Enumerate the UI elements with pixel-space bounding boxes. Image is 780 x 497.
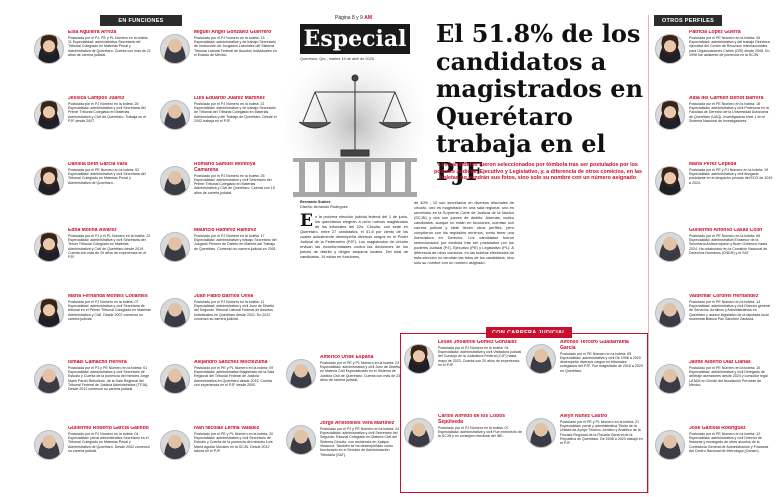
profile-details: Postulado por el PJ Número en la boleta: 04 Especialidad: penal administrativa Secretario en el Tribunal Colegiado en Materias Penal y Administrativa de Querétaro. Desde 2002 comenzó su carrera judicial. xyxy=(68,431,150,453)
profile-details: Postulado por el PJ y PE Número en la boleta: 24 Especialidad: administrativa y civil Secretario del Segundo Tribunal Colegiado en Materia Civil del Sistema Circuito, con residencia en Xalapa, Veracruz. También se ha desempeñado como funcionario en el Servicio de Administración Tributaria (SAT). xyxy=(320,426,400,457)
body-column-2 xyxy=(414,200,514,320)
profile-name: Jessica Campos Juárez xyxy=(68,96,125,101)
profile-name: Leslie Jhoannie Gómez González xyxy=(438,340,517,345)
profile-photo xyxy=(160,232,190,262)
profile-photo xyxy=(34,364,64,394)
profile-name: Alfonso Tercero Guadarrama García xyxy=(560,340,629,351)
profile-name: María Pérez Cepeda xyxy=(689,162,737,167)
profile-name: Alejandro Sánchez Moctezuma xyxy=(194,360,268,365)
profile-card xyxy=(34,96,152,154)
profile-card xyxy=(526,414,644,472)
profile-card xyxy=(160,426,278,484)
profile-info xyxy=(320,355,404,413)
profile-name: Valdemar Coronel Hernández xyxy=(689,294,759,299)
profile-photo xyxy=(655,430,685,460)
profile-card xyxy=(526,340,644,398)
profile-info xyxy=(689,30,773,88)
profile-card xyxy=(655,96,773,154)
profile-photo xyxy=(34,166,64,196)
profile-details: Postulado por el PJ Número en la boleta: 07 Especialidad: administrativa y civil Fue exministro de la SCJN y ex consejero electoral del INE. xyxy=(438,425,522,439)
profile-name: Edna Molina Álvarez xyxy=(68,228,117,233)
profile-info xyxy=(194,426,278,484)
profile-info xyxy=(689,360,773,418)
profile-card xyxy=(34,30,152,88)
profile-photo xyxy=(655,232,685,262)
page-number: Página 8 y 9 xyxy=(335,15,363,21)
profile-details: Postulado por el PE y PL Número en la boleta: 23 Especialidad: administrativa y civil Juez de Distrito en Materia Civil Especializado en el Sistema de Justicia Civil de Querétaro. Cuenta con más de 23 años de carrera judicial. xyxy=(320,360,401,382)
profile-details: Postulada por el PE y PJ Número en la boleta: 19 Especialidad: administrativa y civil Abogada postulante en el despacho privado del ECO de 2019 a 2024. xyxy=(689,167,773,185)
profile-info xyxy=(194,228,278,286)
profile-card xyxy=(34,228,152,286)
profile-photo xyxy=(34,298,64,328)
profile-info xyxy=(68,96,152,154)
profile-info xyxy=(689,426,773,484)
profile-details: Postulada por el PE Número en la boleta: 02 Especialidad: administrativa y civil Secretaria del Tribunal Colegiado en Materias Penal y Administrativa de Querétaro. xyxy=(68,167,146,185)
profile-photo xyxy=(655,166,685,196)
profile-name: Américo Uribe España xyxy=(320,355,374,360)
profile-photo xyxy=(160,166,190,196)
section-label: EN FUNCIONES xyxy=(118,17,164,24)
byline xyxy=(300,200,348,210)
profile-info xyxy=(689,96,773,154)
profile-photo xyxy=(34,34,64,64)
profile-name: Juan Pablo Barrios Oliva xyxy=(194,294,254,299)
profile-name: Daniela Beth García Vara xyxy=(68,162,128,167)
profile-info xyxy=(194,294,278,352)
profile-info xyxy=(68,426,152,484)
paper-label xyxy=(335,15,372,21)
profile-details: Postulado por el PJ Número en la boleta: 13 Especialidad: administrativa y de trabajo Secretario de Instrucción de Juzgados Laborales del Sistema Tribunal Laboral Federal de Asuntos Individuales en el Estado de México. xyxy=(194,35,277,57)
deck: Los candidatos fueron seleccionados por tómbola tras ser postulados por los poderes Judicial, Ejecutivo y Legislativo, y, a diferencia de otros comicios, en las boletas no vendrán sus fotos, sino solo su nombre con un número asignado xyxy=(433,162,643,182)
profile-info xyxy=(68,30,152,88)
profile-photo xyxy=(160,298,190,328)
profile-name: Romario Samuel Montoya Camarena xyxy=(194,162,256,173)
especial-banner: Especial xyxy=(300,24,410,54)
profile-name: Guillermo Roberto García Galindo xyxy=(68,426,149,431)
profile-card xyxy=(34,360,152,418)
section-header-en-funciones xyxy=(100,15,182,26)
profile-info xyxy=(68,360,152,418)
body-column-1 xyxy=(300,211,408,324)
profile-card xyxy=(34,294,152,352)
profile-photo xyxy=(404,418,434,448)
profile-photo xyxy=(655,100,685,130)
profile-details: Postulada por el PJ Número en la boleta: 26 Especialidad: administrativa y civil Secretaria del Primer Tribunal Colegiado en Materias Administrativa y Civil de Querétaro. Trabaja en el PJF desde 2007. xyxy=(68,101,147,123)
profile-card xyxy=(655,426,773,484)
profile-photo xyxy=(34,232,64,262)
profile-name: Jaime Alberto Díaz Llanas xyxy=(689,360,751,365)
profile-details: Postulado por el PE Número en la boleta: 14 Especialidad: administrativa y civil Director general de Servicios Jurídicos y Administrativos en Querétaro y asesor legislativo de la diputada local morenista Blanca Paz Sánchez Zarazúa. xyxy=(689,299,770,321)
profile-details: Postulada por el PJ Número en la boleta: 07 Especialidad: administrativa y civil Secretaria de tribunal en el Primer Tribunal Colegiado en Materias Administrativa y Civil. Desde 2007 comenzó su carrera judicial. xyxy=(68,299,151,321)
body-text-1: n la próxima elección judicial federal del 1 de junio, los queretanos elegirán a ocho nuevos magistrados de los tribunales del 22o. Circuito, con sede en Querétaro, entre 27 candidatos, el 51.8 por ciento de los cuales actualmente desempeña diversos cargos en el Poder Judicial de la Federación (PJF). Los magistrados de circuito revisan las inconformidades contra las decisiones de los jueces de distrito y dirigen amparos locales. Del total de candidatos, 14 están en funciones, xyxy=(300,214,408,259)
profile-name: Jorge Aristóteles Vera Martínez xyxy=(320,421,395,426)
profile-details: Postulada por el PJ y PE Número en la boleta: 01 Especialidad: administrativa y civil Secretario de Estudio y Cuenta de la ponencia del ministro Jorge Mario Pardo Rebolledo, de la Sala Regional del Tribunal Federal de Justicia Administrativa (TFJA). Desde 2012 comenzó su carrera judicial. xyxy=(68,365,150,392)
profile-photo xyxy=(160,100,190,130)
profile-details: Postulado por el PE Número en la boleta: 05 Especialidad: administrativa y civil De 1998 a 2020 desempeñó diversos cargos en tribunales colegiados del PJF. Fue magistrado de 2016 a 2020 en Querétaro. xyxy=(560,351,643,373)
profile-card xyxy=(404,414,522,472)
profile-name: Miguel Ángel González Guerrero xyxy=(194,30,272,35)
profile-info xyxy=(194,30,278,88)
profile-card xyxy=(160,360,278,418)
profile-card xyxy=(404,340,522,398)
profile-name: Patricia López Guerra xyxy=(689,30,741,35)
justice-scale-illustration xyxy=(285,62,425,202)
profile-info xyxy=(68,228,152,286)
profile-photo xyxy=(526,344,556,374)
profile-details: Postulada por el PJ Número en la boleta: 04 Especialidad: administrativa y civil Visitadora judicial del Consejo de la Judicatura Federal (CJF) hasta mayo de 2023. Cuenta con 20 años de experiencia en el PJF. xyxy=(438,345,522,367)
profile-card xyxy=(160,30,278,88)
profile-details: Postulado por el PE y PL Número en la boleta: 09 Especialidad: administrativa Magistrado de la Sala Regional del Tribunal Federal de Justicia Administrativa en Querétaro desde 2015. Cuenta con experiencia en el PJF desde 2000. xyxy=(194,365,275,387)
body-text-2: de 40% ; 10 son secretarios en diversos tribunales de circuito, uno es magistrado en una sala regional, uno es secretario en la Suprema Corte de Justicia de la Nación (SCJN) y dos son jueces de distrito. Además, cuatro candidatos, aunque no están en funciones, cuentan con carrera judicial y siete tienen otros perfiles, pero cumplieron con los requisitos mínimos, como tener una licenciatura en Derecho. Los candidatos fueron seleccionados por tómbola tras ser postulados por los poderes Judicial (PJ), Ejecutivo (PE) y Legislativo (PL). A diferencia de otros comicios, en las boletas electorales de esta elección no vendrán las fotos de los candidatos, sino solo su nombre con un número asignado. xyxy=(414,200,514,265)
profile-info xyxy=(194,360,278,418)
profile-photo xyxy=(160,364,190,394)
profile-info xyxy=(194,162,278,220)
profile-name: Carlos Alfredo de los Cobos Sepúlveda xyxy=(438,414,506,425)
profile-details: Postulado por el PE y PL Número en la boleta: 21 Especialidad: penal y administrativa Titular de la Unidad de Apoyo Técnico Jurídico y Analítico de la Fiscalía Regional de la Fiscalía General de la República de Querétaro. De 2008 a 2023 trabajó en el PJF. xyxy=(560,419,643,446)
profile-card xyxy=(34,162,152,220)
profile-details: Postulado por el PE Número en la boleta: 12 Especialidad: administrativa y civil Director de finanzas y encargado de otras asuntos de la Contraloría General de Administración y Finanzas del Centro Nacional de Metrología (Cenam). xyxy=(689,431,769,453)
profile-details: Postulado por el PJ Número en la boleta: 25 Especialidad: administrativa y civil Secretario del Primer Tribunal Colegiado en Materias Administrativa y Civil de Querétaro. Cuenta con 15 años de carrera judicial. xyxy=(194,173,275,195)
profile-details: Postulado por el PE Número en la boleta: 08 Especialidad: administrativa Exasesor de la Secretaría Anticorrupción y Buen Gobierno hasta 2024. Ha colaborado en la Comisión Nacional de Derechos Humanos (CNDH) y el SAT. xyxy=(689,233,768,255)
profile-photo xyxy=(655,298,685,328)
profile-photo xyxy=(286,359,316,389)
byline-design: Diseño: Armando Rodríguez xyxy=(300,204,348,209)
profile-photo xyxy=(34,100,64,130)
profile-info xyxy=(438,340,522,398)
profile-info xyxy=(689,228,773,286)
profile-photo xyxy=(34,430,64,460)
profile-details: Postulado por el PE y PL Número en la boleta: 20 Especialidad: administrativa y civil Secretario de Estudio y Cuenta de la ponencia del ministro Luis María Aguilar Morales en la SCJN. Desde 2012 labora en el PJF. xyxy=(194,431,274,453)
paper-brand: AM xyxy=(364,15,372,21)
profile-name: Iván Nicolás Lerma Valadez xyxy=(194,426,260,431)
profile-details: Postulada por el PJ y el PL Número en la boleta: 22 Especialidad: administrativa y civil Secretaria del Tercer Tribunal Colegiado en Materias Administrativa y Civil de Querétaro desde 2019. Cuenta con más de 20 años de experiencia en el PJF. xyxy=(68,233,151,260)
profile-info xyxy=(689,294,773,352)
profile-card xyxy=(34,426,152,484)
profile-photo xyxy=(160,34,190,64)
profile-photo xyxy=(655,364,685,394)
profile-info xyxy=(68,162,152,220)
drop-cap: E xyxy=(300,211,313,231)
profile-details: Postulada por el PE Número en la boleta: 18 Especialidad: administrativa y civil Profesora en la Facultad de Derecho de la Universidad Autónoma de Querétaro (UAQ). Investigadora nivel 1 en el Sistema Nacional de Investigadores. xyxy=(689,101,769,123)
profile-card xyxy=(286,355,404,413)
profile-card xyxy=(160,228,278,286)
profile-name: Mauricio Ramírez Ramírez xyxy=(194,228,257,233)
profile-details: Postulada por el PJ, PE y PL Número en la boleta: 11 Especialidad: administrativa Secretaria del Tribunal Colegiado en Materias Penal y Administrativa de Querétaro. Cuenta con más de 21 años de carrera judicial. xyxy=(68,35,151,57)
profile-name: Elsa Aguilera Arreza xyxy=(68,30,117,35)
profile-details: Postulado por el PJ Número en la boleta: 21 Especialidad: administrativa y de trabajo Secretario de Tribunal del Tribunal Colegiado en Materias Administrativa y del Trabajo de Querétaro. Desde el 2002 trabaja en el PJF. xyxy=(194,101,277,123)
section-label: OTROS PERFILES xyxy=(661,17,715,24)
profile-card xyxy=(655,360,773,418)
profile-info xyxy=(438,414,522,472)
profile-card xyxy=(655,162,773,220)
profile-info xyxy=(68,294,152,352)
dateline: Querétaro, Qro., martes 15 de abril de 2025 xyxy=(300,57,374,61)
profile-name: Luis Eduardo Juárez Martínez xyxy=(194,96,265,101)
profile-card xyxy=(286,421,404,479)
profile-details: Postulado por el PJ Número en la boleta: 17 Especialidad: administrativa y trabajo Secretario del Juzgado Primero de Distrito en Materia del Trabajo de Querétaro. Comenzó su carrera judicial en 2001. xyxy=(194,233,277,251)
profile-name: Ismael Camacho Herrera xyxy=(68,360,127,365)
profile-name: Aleyn Núñez Castro xyxy=(560,414,608,419)
byline-author: Bernardo Suárez xyxy=(300,200,331,204)
profile-info xyxy=(689,162,773,220)
profile-details: Postulado por el PE Número en la boleta: 10 Especialidad: administrativa y civil Delegado de arbitraje aseradores desde 2024 y consultor legal LATAM en Dondé del Asociación Peruvian de México. xyxy=(689,365,768,387)
headline: El 51.8% de los candidatos a magistrados en Querétaro trabaja en el PJF xyxy=(436,19,644,186)
section-label: CON CARRERA JUDICIAL xyxy=(492,329,566,336)
profile-photo xyxy=(526,418,556,448)
profile-details: Postulada por el PE Número en la boleta: 06 Especialidad: administrativa y del trabajo Directora ejecutiva del Centro de Recursos Internacionales para Organizaciones Civiles (CRI) desde 2008. En 1998 fue asistente de ponencia en la SCJN. xyxy=(689,35,770,57)
profile-details: Postulado por el PJ Número en la boleta: 11 Especialidad: administrativa y civil Juez de Distrito del Segundo Tribunal Laboral Federal de Asuntos Individuales en Querétaro desde 2021. En 2012 comenzó su carrera judicial. xyxy=(194,299,275,321)
profile-name: María Fernanda Montes Collantes xyxy=(68,294,148,299)
profile-name: Alba del Carmen Berlot Barrera xyxy=(689,96,764,101)
profile-photo xyxy=(655,34,685,64)
profile-photo xyxy=(160,430,190,460)
profile-card xyxy=(655,294,773,352)
profile-info xyxy=(560,340,644,398)
profile-card xyxy=(160,162,278,220)
profile-info xyxy=(320,421,404,479)
profile-card xyxy=(160,96,278,154)
section-header-otros-perfiles xyxy=(654,15,722,26)
profile-info xyxy=(194,96,278,154)
profile-photo xyxy=(404,344,434,374)
profile-card xyxy=(655,228,773,286)
profile-photo xyxy=(286,425,316,455)
profile-name: José Gaxiola Rodríguez xyxy=(689,426,746,431)
profile-name: Guillermo Alfonso Casas Colín xyxy=(689,228,763,233)
profile-card xyxy=(655,30,773,88)
column-divider xyxy=(648,15,649,493)
profile-info xyxy=(560,414,644,472)
profile-card xyxy=(160,294,278,352)
